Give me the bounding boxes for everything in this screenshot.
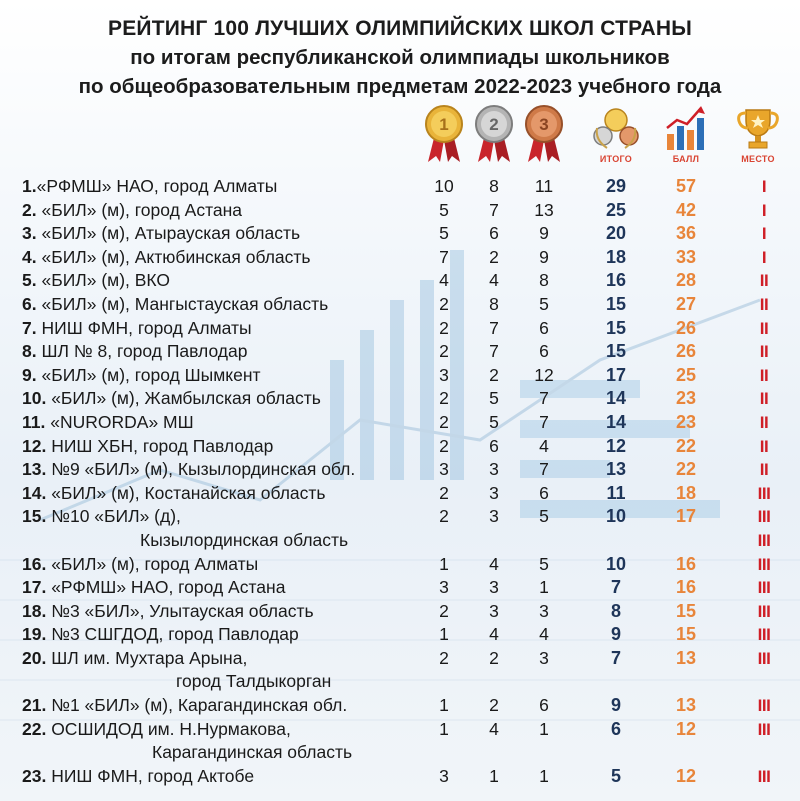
- total-count: 29: [605, 176, 627, 196]
- bronze-count: 6: [539, 482, 549, 503]
- header-bronze: [514, 104, 574, 164]
- bronze-count: 1: [539, 718, 549, 739]
- table-row: [0, 246, 800, 270]
- bronze-count: 6: [539, 695, 549, 716]
- score-value: 57: [675, 176, 697, 196]
- gold-count: 2: [439, 388, 449, 409]
- rank-number: 13.: [22, 459, 47, 480]
- place-value: III: [757, 507, 771, 527]
- total-count: 13: [605, 459, 627, 480]
- gold-count: 3: [439, 765, 449, 786]
- total-count: 10: [605, 506, 627, 527]
- score-value: 17: [675, 506, 697, 527]
- table-row: [0, 647, 800, 671]
- medals-total-icon: [593, 104, 639, 154]
- table-row: [0, 505, 800, 529]
- place-value: II: [759, 365, 769, 385]
- rank-number: 12.: [22, 435, 47, 456]
- school-title: «NURORDA» МШ: [45, 411, 194, 432]
- silver-count: 4: [489, 624, 499, 645]
- title-line-3: по общеобразовательным предметам 2022-2023 учебного года: [78, 75, 722, 98]
- score-value: 36: [675, 223, 697, 244]
- bar-chart-icon: [663, 104, 709, 154]
- score-value: 13: [675, 647, 697, 668]
- rank-number: 5.: [22, 270, 37, 291]
- school-name-continuation: Карагандинская область: [152, 742, 353, 763]
- score-value: 15: [675, 624, 697, 645]
- place-value: II: [759, 342, 769, 362]
- score-value: 16: [675, 577, 697, 598]
- score-value: 22: [675, 459, 697, 480]
- score-value: 22: [675, 435, 697, 456]
- score-value: 28: [675, 270, 697, 291]
- school-title: №3 «БИЛ», Улытауская область: [46, 600, 314, 621]
- gold-count: 2: [439, 482, 449, 503]
- bronze-count: 12: [534, 364, 554, 385]
- bronze-count: 4: [539, 435, 549, 456]
- gold-count: 3: [439, 459, 449, 480]
- silver-count: 1: [489, 765, 499, 786]
- total-count: 15: [605, 317, 627, 338]
- header-score: [656, 104, 716, 164]
- school-title: НИШ ФМН, город Актобе: [46, 765, 255, 786]
- school-name: [22, 647, 247, 671]
- rank-number: 9.: [22, 364, 37, 385]
- table-row: [0, 175, 800, 199]
- school-title: «БИЛ» (м), город Алматы: [46, 553, 259, 574]
- gold-count: 2: [439, 411, 449, 432]
- gold-count: 7: [439, 246, 449, 267]
- table-row: [0, 718, 800, 742]
- table-row: [0, 222, 800, 246]
- school-title: «БИЛ» (м), Жамбылская область: [46, 388, 321, 409]
- total-count: 5: [610, 765, 621, 786]
- place-value: II: [759, 294, 769, 314]
- title-line-1: РЕЙТИНГ 100 ЛУЧШИХ ОЛИМПИЙСКИХ ШКОЛ СТРАНЫ: [108, 17, 692, 40]
- place-value: II: [759, 318, 769, 338]
- bronze-count: 5: [539, 553, 549, 574]
- score-value: 12: [675, 765, 697, 786]
- trophy-icon: [735, 104, 781, 154]
- total-count: 25: [605, 199, 627, 220]
- place-value: III: [757, 554, 771, 574]
- gold-count: 4: [439, 270, 449, 291]
- table-row-continuation: [0, 529, 800, 553]
- place-value: III: [757, 601, 771, 621]
- bronze-count: 1: [539, 765, 549, 786]
- silver-count: 8: [489, 293, 499, 314]
- school-title: «БИЛ» (м), город Шымкент: [36, 364, 261, 385]
- gold-count: 1: [439, 695, 449, 716]
- bronze-medal-number: 3: [539, 115, 549, 134]
- bronze-count: 5: [539, 506, 549, 527]
- table-row: [0, 576, 800, 600]
- score-value: 27: [675, 293, 697, 314]
- school-title: «БИЛ» (м), город Астана: [36, 199, 243, 220]
- table-row: [0, 293, 800, 317]
- silver-count: 5: [489, 411, 499, 432]
- place-value: II: [759, 412, 769, 432]
- rank-number: 23.: [22, 765, 47, 786]
- score-value: 33: [675, 246, 697, 267]
- place-value: I: [761, 224, 767, 244]
- rank-number: 7.: [22, 317, 37, 338]
- place-value: III: [757, 625, 771, 645]
- place-value: III: [757, 483, 771, 503]
- table-row: [0, 340, 800, 364]
- total-count: 14: [605, 411, 627, 432]
- silver-count: 2: [489, 695, 499, 716]
- school-name: [22, 199, 242, 223]
- school-name: [22, 435, 273, 459]
- rank-number: 11.: [22, 411, 46, 432]
- school-name: [22, 246, 311, 270]
- gold-count: 2: [439, 600, 449, 621]
- silver-count: 4: [489, 553, 499, 574]
- rank-number: 6.: [22, 293, 37, 314]
- gold-count: 1: [439, 718, 449, 739]
- rank-number: 2.: [22, 199, 37, 220]
- silver-count: 2: [489, 364, 499, 385]
- rank-number: 17.: [22, 577, 47, 598]
- header-total-label: ИТОГО: [599, 154, 633, 164]
- table-row: [0, 482, 800, 506]
- school-title: ШЛ им. Мухтара Арына,: [46, 647, 248, 668]
- school-name: [22, 411, 194, 435]
- silver-count: 3: [489, 600, 499, 621]
- silver-count: 2: [489, 246, 499, 267]
- bronze-count: 6: [539, 341, 549, 362]
- gold-count: 5: [439, 199, 449, 220]
- score-value: 15: [675, 600, 697, 621]
- score-value: 18: [675, 482, 697, 503]
- place-value: II: [759, 436, 769, 456]
- place-value: III: [757, 530, 771, 550]
- total-count: 18: [605, 246, 627, 267]
- place-value: II: [759, 389, 769, 409]
- rank-number: 14.: [22, 482, 47, 503]
- header-total: [586, 104, 646, 164]
- gold-count: 2: [439, 341, 449, 362]
- school-name: [22, 600, 314, 624]
- gold-count: 2: [439, 435, 449, 456]
- title-block: [0, 14, 800, 101]
- bronze-count: 3: [539, 647, 549, 668]
- school-title: №3 СШГДОД, город Павлодар: [46, 624, 299, 645]
- bronze-count: 1: [539, 577, 549, 598]
- table-row: [0, 600, 800, 624]
- gold-count: 10: [434, 176, 454, 196]
- silver-count: 8: [489, 176, 499, 196]
- score-value: 12: [675, 718, 697, 739]
- total-count: 17: [605, 364, 627, 385]
- school-title: ШЛ № 8, город Павлодар: [36, 341, 248, 362]
- total-count: 12: [605, 435, 627, 456]
- place-value: III: [757, 696, 771, 716]
- bronze-count: 4: [539, 624, 549, 645]
- school-name: [22, 222, 300, 246]
- title-line-2: по итогам республиканской олимпиады школьников: [130, 46, 670, 69]
- silver-count: 5: [489, 388, 499, 409]
- rank-number: 3.: [22, 223, 37, 244]
- school-name: [22, 718, 291, 742]
- score-value: 23: [675, 388, 697, 409]
- gold-count: 3: [439, 364, 449, 385]
- rank-number: 10.: [22, 388, 47, 409]
- rank-number: 8.: [22, 341, 37, 362]
- table-row: [0, 623, 800, 647]
- bronze-count: 7: [539, 411, 549, 432]
- school-name: [22, 387, 321, 411]
- school-name-continuation: город Талдыкорган: [176, 671, 332, 692]
- place-value: III: [757, 648, 771, 668]
- score-value: 16: [675, 553, 697, 574]
- school-title: НИШ ХБН, город Павлодар: [46, 435, 274, 456]
- school-name: [22, 293, 328, 317]
- gold-count: 3: [439, 577, 449, 598]
- total-count: 6: [610, 718, 621, 739]
- school-name: [22, 364, 261, 388]
- table-row: [0, 199, 800, 223]
- table-row: [0, 553, 800, 577]
- place-value: I: [761, 200, 767, 220]
- score-value: 26: [675, 341, 697, 362]
- school-title: «БИЛ» (м), Актюбинская область: [36, 246, 311, 267]
- school-name: [22, 623, 299, 647]
- school-title: №1 «БИЛ» (м), Карагандинская обл.: [46, 695, 348, 716]
- school-title: №9 «БИЛ» (м), Кызылординская обл.: [46, 459, 356, 480]
- table-row: [0, 765, 800, 789]
- total-count: 14: [605, 388, 627, 409]
- total-count: 20: [605, 223, 627, 244]
- score-value: 13: [675, 695, 697, 716]
- bronze-count: 3: [539, 600, 549, 621]
- school-name: [22, 553, 258, 577]
- header-score-label: БАЛЛ: [672, 154, 700, 164]
- score-value: 42: [675, 199, 697, 220]
- place-value: III: [757, 766, 771, 786]
- total-count: 15: [605, 341, 627, 362]
- table-row-continuation: [0, 741, 800, 765]
- school-title: «БИЛ» (м), Атырауская область: [36, 223, 301, 244]
- total-count: 9: [610, 695, 621, 716]
- table-row: [0, 694, 800, 718]
- score-value: 26: [675, 317, 697, 338]
- school-title: «БИЛ» (м), ВКО: [36, 270, 171, 291]
- silver-count: 2: [489, 647, 499, 668]
- total-count: 7: [610, 577, 621, 598]
- silver-count: 6: [489, 435, 499, 456]
- rank-number: 21.: [22, 695, 47, 716]
- place-value: II: [759, 460, 769, 480]
- total-count: 15: [605, 293, 627, 314]
- school-title: №10 «БИЛ» (д),: [46, 506, 181, 527]
- place-value: I: [761, 247, 767, 267]
- bronze-count: 13: [534, 199, 554, 220]
- place-value: III: [757, 578, 771, 598]
- table-row: [0, 317, 800, 341]
- school-title: НИШ ФМН, город Алматы: [36, 317, 252, 338]
- score-value: 25: [675, 364, 697, 385]
- header-place-label: МЕСТО: [741, 154, 775, 164]
- school-title: «БИЛ» (м), Мангыстауская область: [36, 293, 329, 314]
- silver-count: 3: [489, 506, 499, 527]
- rank-number: 20.: [22, 647, 47, 668]
- gold-medal-icon: [422, 104, 466, 164]
- total-count: 7: [610, 647, 621, 668]
- bronze-count: 6: [539, 317, 549, 338]
- school-name: [22, 340, 247, 364]
- school-name: [22, 269, 170, 293]
- silver-medal-number: 2: [489, 115, 499, 134]
- table-row: [0, 411, 800, 435]
- school-title: ОСШИДОД им. Н.Нурмакова,: [46, 718, 291, 739]
- school-name: [22, 505, 181, 529]
- total-count: 11: [606, 482, 626, 503]
- total-count: 10: [605, 553, 627, 574]
- bronze-count: 7: [539, 459, 549, 480]
- silver-count: 7: [489, 341, 499, 362]
- school-title: «БИЛ» (м), Костанайская область: [46, 482, 326, 503]
- header-place: [728, 104, 788, 164]
- gold-medal-number: 1: [439, 115, 449, 134]
- ranking-table: [0, 175, 800, 788]
- total-count: 8: [610, 600, 621, 621]
- table-row: [0, 458, 800, 482]
- place-value: I: [761, 177, 767, 196]
- rank-number: 1.: [22, 176, 37, 196]
- gold-count: 1: [439, 553, 449, 574]
- table-row-continuation: [0, 670, 800, 694]
- place-value: II: [759, 271, 769, 291]
- table-row: [0, 269, 800, 293]
- table-row: [0, 435, 800, 459]
- gold-count: 5: [439, 223, 449, 244]
- bronze-count: 9: [539, 223, 549, 244]
- bronze-count: 11: [534, 176, 554, 196]
- bronze-count: 9: [539, 246, 549, 267]
- silver-count: 7: [489, 317, 499, 338]
- silver-count: 6: [489, 223, 499, 244]
- silver-count: 4: [489, 270, 499, 291]
- rank-number: 16.: [22, 553, 47, 574]
- silver-count: 4: [489, 718, 499, 739]
- rank-number: 19.: [22, 624, 47, 645]
- gold-count: 1: [439, 624, 449, 645]
- rank-number: 18.: [22, 600, 47, 621]
- school-title: «РФМШ» НАО, город Астана: [46, 577, 286, 598]
- school-name: [22, 765, 254, 789]
- bronze-medal-icon: [522, 104, 566, 164]
- rank-number: 22.: [22, 718, 47, 739]
- silver-count: 3: [489, 482, 499, 503]
- gold-count: 2: [439, 506, 449, 527]
- rank-number: 4.: [22, 246, 37, 267]
- school-name: [22, 317, 252, 341]
- rank-number: 15.: [22, 506, 47, 527]
- school-title: «РФМШ» НАО, город Алматы: [36, 176, 278, 196]
- school-name: [22, 694, 347, 718]
- total-count: 16: [605, 270, 627, 291]
- place-value: III: [757, 719, 771, 739]
- bronze-count: 5: [539, 293, 549, 314]
- bronze-count: 8: [539, 270, 549, 291]
- gold-count: 2: [439, 647, 449, 668]
- table-row: [0, 364, 800, 388]
- table-row: [0, 387, 800, 411]
- gold-count: 2: [439, 293, 449, 314]
- silver-count: 3: [489, 459, 499, 480]
- school-name: [22, 576, 285, 600]
- bronze-count: 7: [539, 388, 549, 409]
- gold-count: 2: [439, 317, 449, 338]
- silver-medal-icon: [472, 104, 516, 164]
- school-name: [22, 458, 355, 482]
- school-name: [22, 175, 277, 199]
- score-value: 23: [675, 411, 697, 432]
- school-name: [22, 482, 326, 506]
- silver-count: 3: [489, 577, 499, 598]
- school-name-continuation: Кызылординская область: [140, 529, 349, 550]
- total-count: 9: [610, 624, 621, 645]
- silver-count: 7: [489, 199, 499, 220]
